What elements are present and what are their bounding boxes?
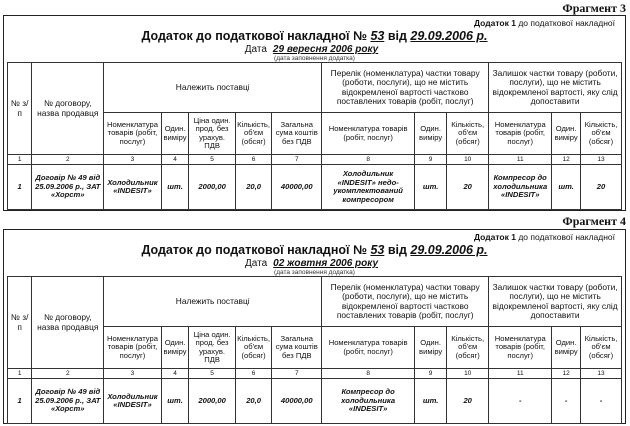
col-remain-unit: Один. виміру (552, 113, 581, 155)
invoice-table (7, 62, 622, 210)
fill-date: Дата 02 жовтня 2006 року (244, 258, 379, 269)
column-number: 5 (189, 369, 235, 379)
cell-quantity: 20,0 (235, 379, 272, 424)
column-number: 12 (552, 369, 581, 379)
column-number: 11 (489, 155, 552, 165)
date-note: (дата заповнення додатка) (274, 269, 355, 276)
cell-contract: Договір № 49 від 25.09.2006 р., ЗАТ «Хорст» (32, 165, 104, 210)
col-unit: Один. виміру (161, 113, 189, 155)
date-note: (дата заповнення додатка) (274, 55, 355, 62)
column-number: 6 (235, 155, 272, 165)
col-part-nomenclature: Номенклатура товарів (робіт, послуг) (322, 113, 415, 155)
col-part-quantity: Кількість, об'єм (обсяг) (447, 113, 489, 155)
annex-reference: Додаток 1 до податкової накладної (474, 18, 615, 28)
column-number: 4 (161, 155, 189, 165)
col-part-quantity: Кількість, об'єм (обсяг) (447, 327, 489, 369)
cell-quantity: 20,0 (235, 165, 272, 210)
cell-part-unit: шт. (415, 165, 447, 210)
col-contract: № договору, назва продавця (32, 277, 104, 369)
group-part-header: Перелік (номенклатура) частки товару (роботи, послуги), що не містить відокремленої вартості частково поставлених товарів (робіт, послуг) (322, 277, 489, 327)
col-total: Загальна сума коштів без ПДВ (272, 113, 322, 155)
column-number: 12 (552, 155, 581, 165)
group-supply-header: Належить поставці (104, 277, 322, 327)
cell-remain-quantity: 20 (581, 165, 622, 210)
column-number: 8 (322, 369, 415, 379)
cell-part-quantity: 20 (447, 165, 489, 210)
column-number: 6 (235, 369, 272, 379)
column-number: 8 (322, 155, 415, 165)
cell-nomenclature: Холодильник «INDESIT» (104, 165, 162, 210)
group-part-header: Перелік (номенклатура) частки товару (роботи, послуги), що не містить відокремленої вартості частково поставлених товарів (робіт, послуг) (322, 63, 489, 113)
column-number: 4 (161, 369, 189, 379)
invoice-table (7, 276, 622, 424)
annex-reference: Додаток 1 до податкової накладної (474, 232, 615, 242)
column-number-row (8, 369, 622, 379)
cell-part-quantity: 20 (447, 379, 489, 424)
cell-remain-nomenclature: Компресор до холодильника «INDESIT» (489, 165, 552, 210)
col-nomenclature: Номенклатура товарів (робіт, послуг) (104, 327, 162, 369)
cell-total: 40000,00 (272, 379, 322, 424)
column-number: 1 (8, 155, 32, 165)
col-remain-nomenclature: Номенклатура товарів (робіт, послуг) (489, 327, 552, 369)
document-title: Додаток до податкової накладної № 53 від 29.09.2006 р. (141, 29, 488, 43)
col-quantity: Кількість, об'єм (обсяг) (235, 327, 272, 369)
column-number: 10 (447, 369, 489, 379)
fragment-label: Фрагмент 3 (562, 1, 626, 15)
col-remain-nomenclature: Номенклатура товарів (робіт, послуг) (489, 113, 552, 155)
col-contract: № договору, назва продавця (32, 63, 104, 155)
cell-price: 2000,00 (189, 165, 235, 210)
col-price: Ціна один. прод. без урахув. ПДВ (189, 113, 235, 155)
group-supply-header: Належить поставці (104, 63, 322, 113)
group-remain-header: Залишок частки товару (роботи, послуги), що не містить відокремленої вартості, яку слід допоставити (489, 63, 622, 113)
cell-contract: Договір № 49 від 25.09.2006 р., ЗАТ «Хорст» (32, 379, 104, 424)
column-number-row (8, 155, 622, 165)
column-number: 3 (104, 369, 162, 379)
col-remain-quantity: Кількість, об'єм (обсяг) (581, 327, 622, 369)
col-quantity: Кількість, об'єм (обсяг) (235, 113, 272, 155)
column-number: 7 (272, 155, 322, 165)
col-part-nomenclature: Номенклатура товарів (робіт, послуг) (322, 327, 415, 369)
column-number: 13 (581, 369, 622, 379)
column-number: 13 (581, 155, 622, 165)
fill-date: Дата 29 вересня 2006 року (244, 44, 379, 55)
col-part-unit: Один. виміру (415, 327, 447, 369)
column-number: 10 (447, 155, 489, 165)
column-number: 5 (189, 155, 235, 165)
group-remain-header: Залишок частки товару (роботи, послуги), що не містить відокремленої вартості, яку слід допоставити (489, 277, 622, 327)
cell-remain-nomenclature: - (489, 379, 552, 424)
cell-remain-unit: - (552, 379, 581, 424)
col-part-unit: Один. виміру (415, 113, 447, 155)
cell-row-number: 1 (8, 165, 32, 210)
table-row (8, 165, 622, 210)
column-number: 11 (489, 369, 552, 379)
column-number: 9 (415, 369, 447, 379)
cell-remain-unit: шт. (552, 165, 581, 210)
cell-unit: шт. (161, 165, 189, 210)
cell-row-number: 1 (8, 379, 32, 424)
document-title: Додаток до податкової накладної № 53 від 29.09.2006 р. (141, 243, 488, 257)
cell-price: 2000,00 (189, 379, 235, 424)
col-nomenclature: Номенклатура товарів (робіт, послуг) (104, 113, 162, 155)
column-number: 3 (104, 155, 162, 165)
col-price: Ціна один. прод. без урахув. ПДВ (189, 327, 235, 369)
cell-remain-quantity: - (581, 379, 622, 424)
column-number: 2 (32, 369, 104, 379)
column-number: 1 (8, 369, 32, 379)
table-row (8, 379, 622, 424)
column-number: 7 (272, 369, 322, 379)
column-number: 2 (32, 155, 104, 165)
invoice-annex-fragment-4 (3, 229, 626, 424)
cell-part-nomenclature: Компресор до холодильника «INDESIT» (322, 379, 415, 424)
col-total: Загальна сума коштів без ПДВ (272, 327, 322, 369)
col-remain-quantity: Кількість, об'єм (обсяг) (581, 113, 622, 155)
cell-total: 40000,00 (272, 165, 322, 210)
col-row-number: № з/п (8, 63, 32, 155)
cell-unit: шт. (161, 379, 189, 424)
col-unit: Один. виміру (161, 327, 189, 369)
cell-part-nomenclature: Холодильник «INDESIT» недоукомплектований компресором (322, 165, 415, 210)
cell-part-unit: шт. (415, 379, 447, 424)
invoice-annex-fragment-3 (3, 15, 626, 211)
fragment-label: Фрагмент 4 (562, 214, 626, 228)
cell-nomenclature: Холодильник «INDESIT» (104, 379, 162, 424)
col-row-number: № з/п (8, 277, 32, 369)
column-number: 9 (415, 155, 447, 165)
col-remain-unit: Один. виміру (552, 327, 581, 369)
